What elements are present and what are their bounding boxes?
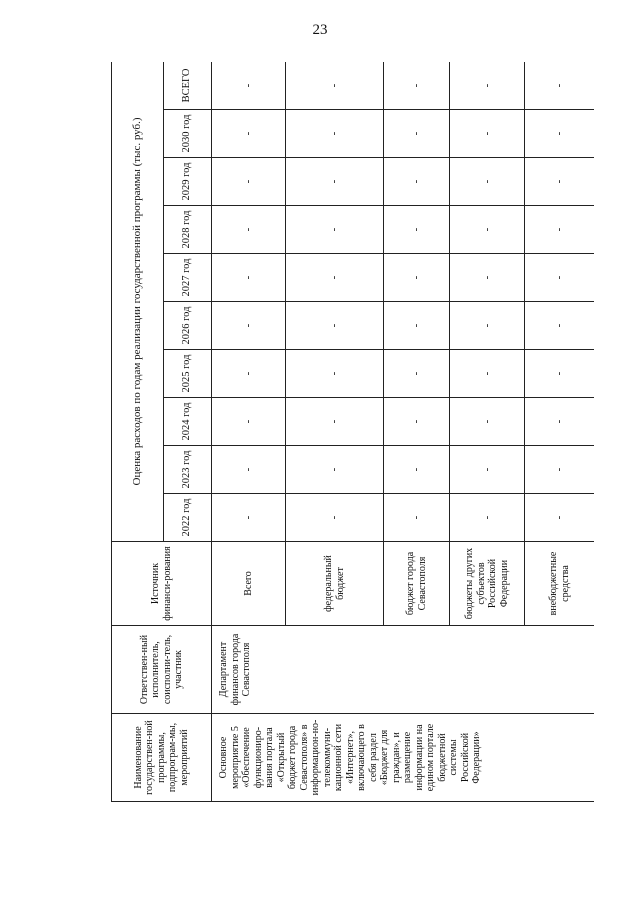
header-year-2029: 2029 год — [164, 158, 212, 206]
value-cell: - — [286, 110, 384, 158]
header-year-2025: 2025 год — [164, 350, 212, 398]
event-name: Основное мероприятие 5 «Обеспечение функциониро-вания портала «Открытый бюджет города Севастополя» в информацион-но-телекоммуни-кационной сети «Интернет», включающего в себя раздел «Бюджет для граждан», и размещение информации на едином портале бюджетной системы Российской Федерации» — [212, 714, 595, 802]
value-cell: - — [286, 302, 384, 350]
responsible-value: Департамент финансов города Севастополя — [212, 626, 595, 714]
value-cell: - — [525, 446, 595, 494]
value-cell: - — [384, 206, 450, 254]
value-cell: - — [525, 62, 595, 110]
value-cell: - — [525, 206, 595, 254]
value-cell: - — [525, 110, 595, 158]
value-cell: - — [450, 254, 525, 302]
value-cell: - — [450, 158, 525, 206]
value-cell: - — [384, 62, 450, 110]
header-year-2030: 2030 год — [164, 110, 212, 158]
value-cell: - — [450, 110, 525, 158]
header-estimate-group: Оценка расходов по годам реализации государственной программы (тыс. руб.) — [112, 62, 164, 542]
value-cell: - — [384, 302, 450, 350]
header-year-2022: 2022 год — [164, 494, 212, 542]
value-cell: - — [212, 62, 286, 110]
header-year-2024: 2024 год — [164, 398, 212, 446]
value-cell: - — [525, 158, 595, 206]
value-cell: - — [525, 350, 595, 398]
table-row — [212, 62, 286, 802]
value-cell: - — [212, 302, 286, 350]
value-cell: - — [525, 494, 595, 542]
header-name: Наименование государствен-ной программы, подпрограм-мы, мероприятий — [112, 714, 212, 802]
value-cell: - — [212, 398, 286, 446]
value-cell: - — [450, 302, 525, 350]
value-cell: - — [212, 494, 286, 542]
source-cell: бюджеты других субъектов Российской Федерации — [450, 542, 525, 626]
table-container — [111, 62, 594, 802]
header-year-2028: 2028 год — [164, 206, 212, 254]
value-cell: - — [212, 158, 286, 206]
value-cell: - — [212, 206, 286, 254]
header-source: Источник финанси-рования — [112, 542, 212, 626]
value-cell: - — [286, 62, 384, 110]
source-cell: внебюджетные средства — [525, 542, 595, 626]
source-cell: Всего — [212, 542, 286, 626]
value-cell: - — [384, 254, 450, 302]
value-cell: - — [525, 254, 595, 302]
value-cell: - — [384, 494, 450, 542]
value-cell: - — [286, 254, 384, 302]
value-cell: - — [212, 350, 286, 398]
value-cell: - — [212, 446, 286, 494]
table-rotation-wrapper — [111, 62, 594, 802]
value-cell: - — [384, 398, 450, 446]
value-cell: - — [384, 158, 450, 206]
header-year-2023: 2023 год — [164, 446, 212, 494]
header-total: ВСЕГО — [164, 62, 212, 110]
value-cell: - — [212, 110, 286, 158]
value-cell: - — [286, 494, 384, 542]
header-responsible: Ответствен-ный исполнитель, соисполни-тель, участник — [112, 626, 212, 714]
value-cell: - — [525, 398, 595, 446]
header-year-2027: 2027 год — [164, 254, 212, 302]
value-cell: - — [286, 446, 384, 494]
value-cell: - — [286, 158, 384, 206]
value-cell: - — [286, 398, 384, 446]
value-cell: - — [286, 350, 384, 398]
header-year-2026: 2026 год — [164, 302, 212, 350]
value-cell: - — [450, 350, 525, 398]
value-cell: - — [286, 206, 384, 254]
value-cell: - — [450, 446, 525, 494]
budget-table — [111, 62, 594, 802]
value-cell: - — [450, 62, 525, 110]
page-number: 23 — [312, 22, 328, 38]
value-cell: - — [525, 302, 595, 350]
value-cell: - — [212, 254, 286, 302]
value-cell: - — [450, 494, 525, 542]
value-cell: - — [450, 398, 525, 446]
value-cell: - — [384, 110, 450, 158]
source-cell: федеральный бюджет — [286, 542, 384, 626]
source-cell: бюджет города Севастополя — [384, 542, 450, 626]
value-cell: - — [450, 206, 525, 254]
value-cell: - — [384, 446, 450, 494]
value-cell: - — [384, 350, 450, 398]
